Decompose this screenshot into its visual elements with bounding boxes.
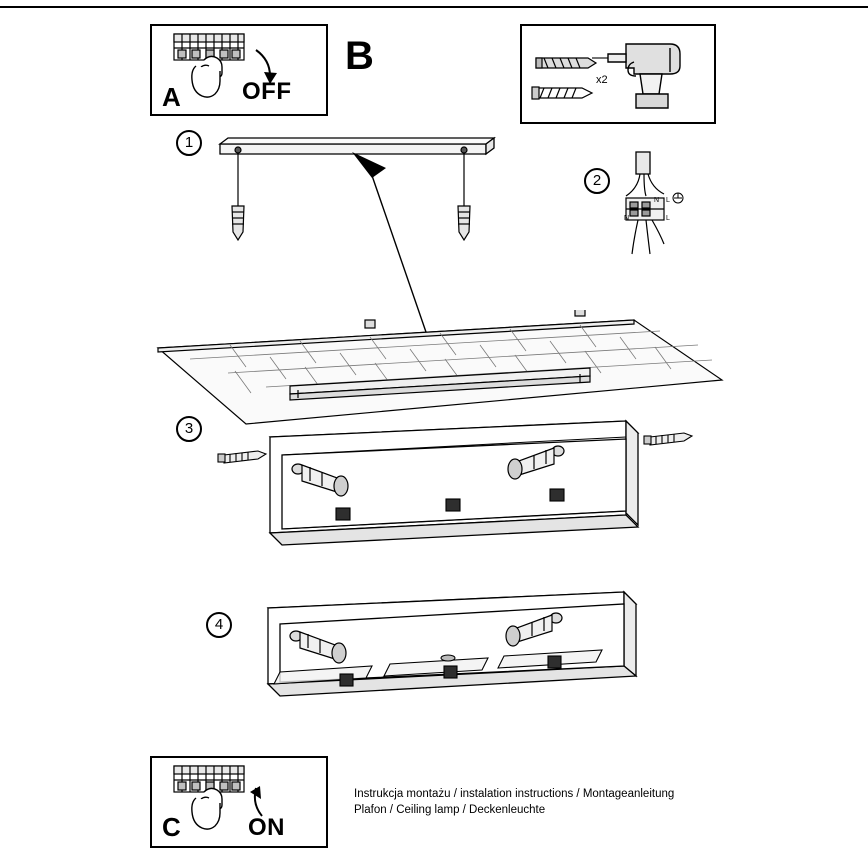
step-number-4: 4 [206,612,232,638]
svg-text:L: L [666,215,670,222]
footer-line-2: Plafon / Ceiling lamp / Deckenleuchte [354,804,546,816]
step-number-2: 2 [584,168,610,194]
switch-on-label: ON [248,814,285,841]
svg-text:L: L [666,197,670,204]
svg-text:N: N [654,197,660,204]
top-rule-divider [0,6,868,8]
anchor-quantity-label: x2 [596,74,608,86]
switch-off-label: OFF [242,78,292,105]
step-3-illustration-lamp-body [210,415,710,575]
step-2-illustration-terminal-block [608,150,718,270]
step-4-illustration-lamp-assembled [248,578,668,718]
panel-b-letter: B [345,34,374,78]
panel-tools [520,24,716,124]
panel-c-letter: C [162,812,181,842]
tools-illustration [522,26,714,122]
panel-a-letter: A [162,82,181,112]
footer-line-1: Instrukcja montażu / instalation instructions / Montageanleitung [354,788,675,800]
step-number-1: 1 [176,130,202,156]
step-number-3: 3 [176,416,202,442]
svg-text:N: N [624,215,630,222]
